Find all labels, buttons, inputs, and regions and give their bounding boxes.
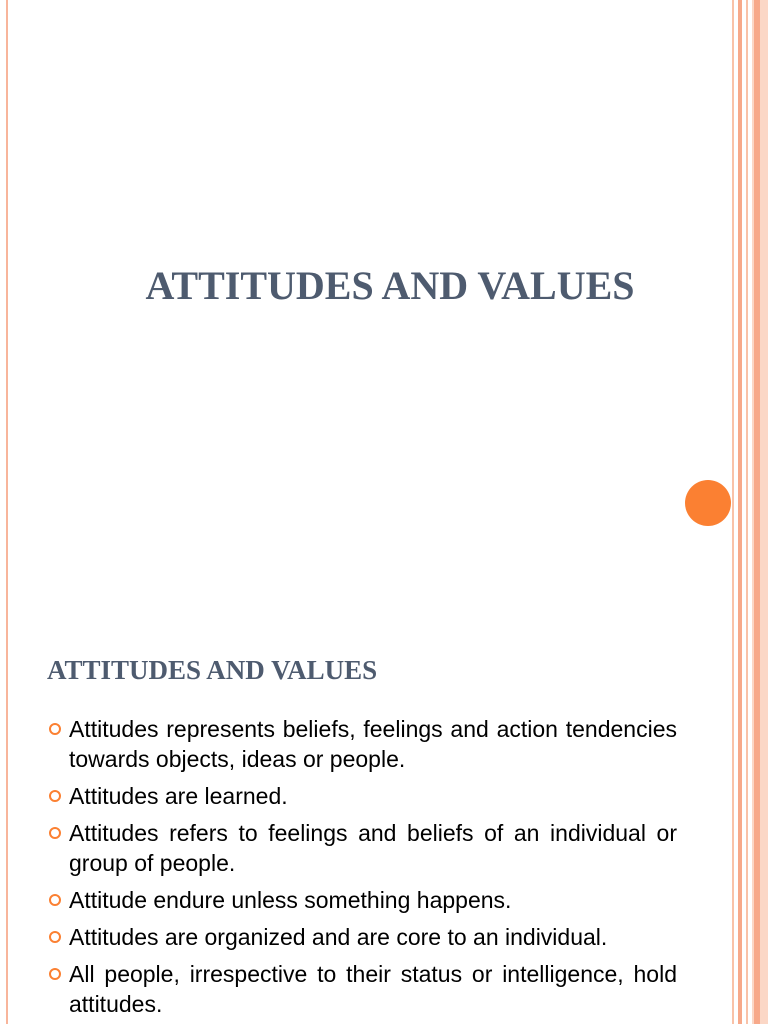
bullet-text: Attitudes refers to feelings and beliefs of an individual or group of people. xyxy=(69,820,677,876)
list-item xyxy=(45,781,677,811)
bullet-ring-icon xyxy=(49,894,61,906)
content-slide-heading: ATTITUDES AND VALUES xyxy=(47,655,378,685)
stripe xyxy=(738,0,742,1024)
title-slide-heading: ATTITUDES AND VALUES xyxy=(145,263,635,308)
bullet-text: Attitudes represents beliefs, feelings and action tendencies towards objects, ideas or people. xyxy=(69,716,677,772)
bullet-ring-icon xyxy=(49,723,61,735)
bullet-text: Attitudes are learned. xyxy=(69,783,288,809)
bullet-ring-icon xyxy=(49,790,61,802)
list-item xyxy=(45,714,677,774)
orange-circle-marker xyxy=(685,480,731,526)
bullet-ring-icon xyxy=(49,968,61,980)
bullet-text: All people, irrespective to their status or intelligence, hold attitudes. xyxy=(69,961,677,1017)
list-item xyxy=(45,922,677,952)
list-item xyxy=(45,885,677,915)
right-decorative-stripes xyxy=(732,0,768,1024)
bullet-text: Attitudes are organized and are core to an individual. xyxy=(69,924,608,950)
stripe xyxy=(732,0,734,1024)
left-border-line xyxy=(6,0,8,1024)
stripe xyxy=(754,0,760,1024)
bullet-text: Attitude endure unless something happens. xyxy=(69,887,512,913)
bullet-ring-icon xyxy=(49,931,61,943)
list-item xyxy=(45,818,677,878)
bullet-ring-icon xyxy=(49,827,61,839)
stripe xyxy=(746,0,748,1024)
list-item xyxy=(45,959,677,1019)
bullet-list xyxy=(45,714,677,1026)
